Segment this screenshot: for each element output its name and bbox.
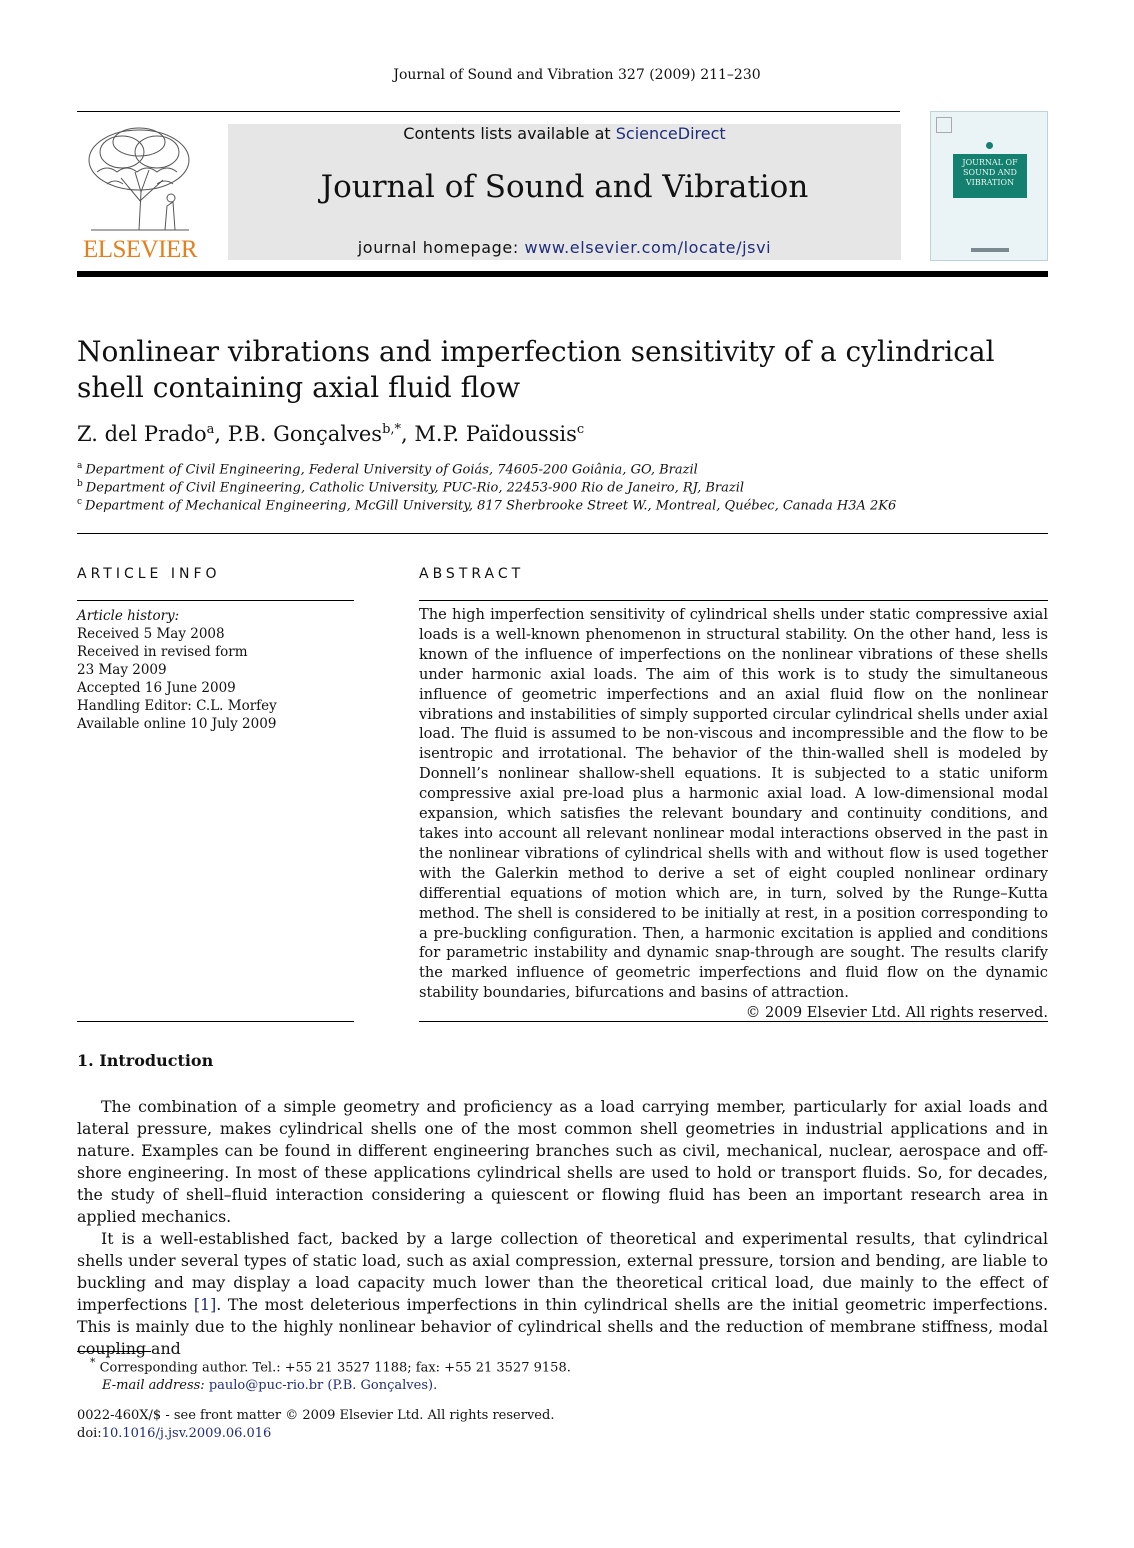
author-affiliation-mark[interactable]: b,*	[382, 422, 402, 437]
author-list: Z. del Prado$^a$, P.B. Gonçalves$^{b,*}$, M.P. Païdoussis$^c$	[77, 422, 585, 446]
history-item: Received in revised form	[77, 644, 248, 660]
journal-cover-thumbnail[interactable]	[930, 111, 1048, 261]
footnote	[90, 1354, 571, 1395]
paragraph: The combination of a simple geometry and proficiency as a load carrying member, particularly for axial loads and lateral pressure, makes cylindrical shells one of the most common shell geometries in industrial applications and in nature. Examples can be found in different engineering branches such as civil, mechanical, nuclear, aerospace and off-shore engineering. In most of these applications cylindrical shells are used to hold or transport fluids. So, for decades, the study of shell–fluid interaction considering a quiescent or flowing fluid has been an important research area in applied mechanics.	[77, 1097, 1048, 1226]
history-item: Received 5 May 2008	[77, 626, 225, 642]
front-matter	[77, 1407, 554, 1443]
author-affiliation-mark[interactable]: a	[206, 422, 215, 437]
homepage-line	[228, 238, 901, 257]
affiliation: $^c$ Department of Mechanical Engineering, McGill University, 817 Sherbrooke Street W., Montreal, Québec, Canada H3A 2K6	[77, 497, 897, 514]
article-history	[77, 607, 354, 733]
history-item: 23 May 2009	[77, 662, 167, 678]
paragraph: It is a well-established fact, backed by a large collection of theoretical and experimental results, that cylindrical shells under several types of static load, such as axial compression, external pressure, torsion and bending, are liable to buckling and may display a load capacity much lower than the theoretical critical load, due mainly to the effect of imperfections [1]. The most deleterious imperfections in thin cylindrical shells are the initial geometric imperfections. This is mainly due to the highly nonlinear behavior of cylindrical shells and the reduction of membrane stiffness, modal coupling and	[77, 1229, 1048, 1358]
abstract-rule	[419, 600, 1048, 601]
author-name: P.B. Gonçalves	[227, 422, 383, 446]
homepage-link[interactable]: www.elsevier.com/locate/jsvi	[524, 238, 772, 257]
corresponding-author-note: * Corresponding author. Tel.: +55 21 3527 1188; fax: +55 21 3527 9158.	[90, 1356, 571, 1376]
abstract-body	[419, 605, 1048, 1023]
author-name: Z. del Prado	[77, 422, 207, 446]
cover-title-box: JOURNAL OF SOUND AND VIBRATION	[953, 154, 1027, 198]
introduction-body	[77, 1096, 1048, 1360]
header-thick-rule	[77, 271, 1048, 277]
article-info-rule	[77, 1021, 354, 1022]
doi-link[interactable]: 10.1016/j.jsv.2009.06.016	[101, 1426, 272, 1441]
homepage-prefix: journal homepage:	[357, 238, 525, 257]
cover-publisher-mark	[971, 248, 1009, 252]
history-item: Available online 10 July 2009	[77, 716, 277, 732]
cover-logo-icon	[936, 117, 952, 133]
header-rule	[77, 111, 900, 112]
article-info-rule	[77, 600, 354, 601]
history-item: Accepted 16 June 2009	[77, 680, 236, 696]
email-link[interactable]: paulo@puc-rio.br (P.B. Gonçalves).	[208, 1378, 438, 1394]
issn-line: 0022-460X/$ - see front matter © 2009 Elsevier Ltd. All rights reserved.	[77, 1408, 555, 1423]
history-label: Article history:	[77, 608, 180, 624]
history-item: Handling Editor: C.L. Morfey	[77, 698, 277, 714]
elsevier-wordmark: ELSEVIER	[82, 236, 198, 263]
running-head: Journal of Sound and Vibration 327 (2009) 211–230	[393, 67, 761, 83]
abstract-copyright: © 2009 Elsevier Ltd. All rights reserved.	[745, 1004, 1048, 1022]
author-affiliation-mark[interactable]: c	[576, 422, 585, 437]
article-title: Nonlinear vibrations and imperfection sensitivity of a cylindrical shell containing axial fluid flow	[77, 335, 995, 404]
footnote-rule	[77, 1351, 151, 1352]
author-name: M.P. Païdoussis	[414, 422, 577, 446]
article-info-heading: ARTICLE INFO	[77, 566, 221, 582]
abstract-text: The high imperfection sensitivity of cylindrical shells under static compressive axial loads is a well-known phenomenon in structural stability. On the other hand, less is known of the influence of imperfections on the nonlinear vibrations of these shells under harmonic axial loads. The aim of this work is to study the simultaneous influence of geometric imperfections and an axial fluid flow on the nonlinear vibrations and instabilities of simply supported circular cylindrical shells under axial load. The fluid is assumed to be non-viscous and incompressible and the flow to be isentropic and irrotational. The behavior of the thin-walled shell is modeled by Donnell’s nonlinear shallow-shell equations. It is subjected to a static uniform compressive axial pre-load plus a harmonic axial load. A low-dimensional modal expansion, which satisfies the relevant boundary and continuity conditions, and takes into account all relevant nonlinear modal interactions observed in the past in the nonlinear vibrations of cylindrical shells with and without flow is used together with the Galerkin method to derive a set of eight coupled nonlinear ordinary differential equations of motion which are, in turn, solved by the Runge–Kutta method. The shell is considered to be initially at rest, in a position corresponding to a pre-buckling configuration. Then, a harmonic excitation is applied and conditions for parametric instability and dynamic snap-through are sought. The results clarify the marked influence of geometric imperfections and fluid flow on the dynamic stability boundaries, bifurcations and basins of attraction.	[419, 606, 1048, 1002]
citation-link[interactable]: [1]	[193, 1295, 217, 1314]
cover-emblem-icon	[986, 142, 993, 149]
introduction-heading: 1. Introduction	[77, 1051, 214, 1070]
contents-line	[228, 124, 901, 143]
section-rule	[77, 533, 1048, 534]
contents-prefix: Contents lists available at	[403, 124, 616, 143]
affiliation: $^b$ Department of Civil Engineering, Catholic University, PUC-Rio, 22453-900 Rio de Janeiro, RJ, Brazil	[77, 479, 745, 496]
sciencedirect-link[interactable]: ScienceDirect	[615, 124, 726, 143]
email-note: E-mail address: paulo@puc-rio.br (P.B. Gonçalves).	[102, 1378, 438, 1394]
affiliation: $^a$ Department of Civil Engineering, Federal University of Goiás, 74605-200 Goiânia, GO, Brazil	[77, 461, 698, 478]
journal-title: Journal of Sound and Vibration	[320, 169, 809, 205]
journal-banner	[228, 124, 901, 260]
doi-line: doi:10.1016/j.jsv.2009.06.016	[77, 1426, 272, 1441]
abstract-rule	[419, 1021, 1048, 1022]
abstract-heading: ABSTRACT	[419, 566, 525, 582]
